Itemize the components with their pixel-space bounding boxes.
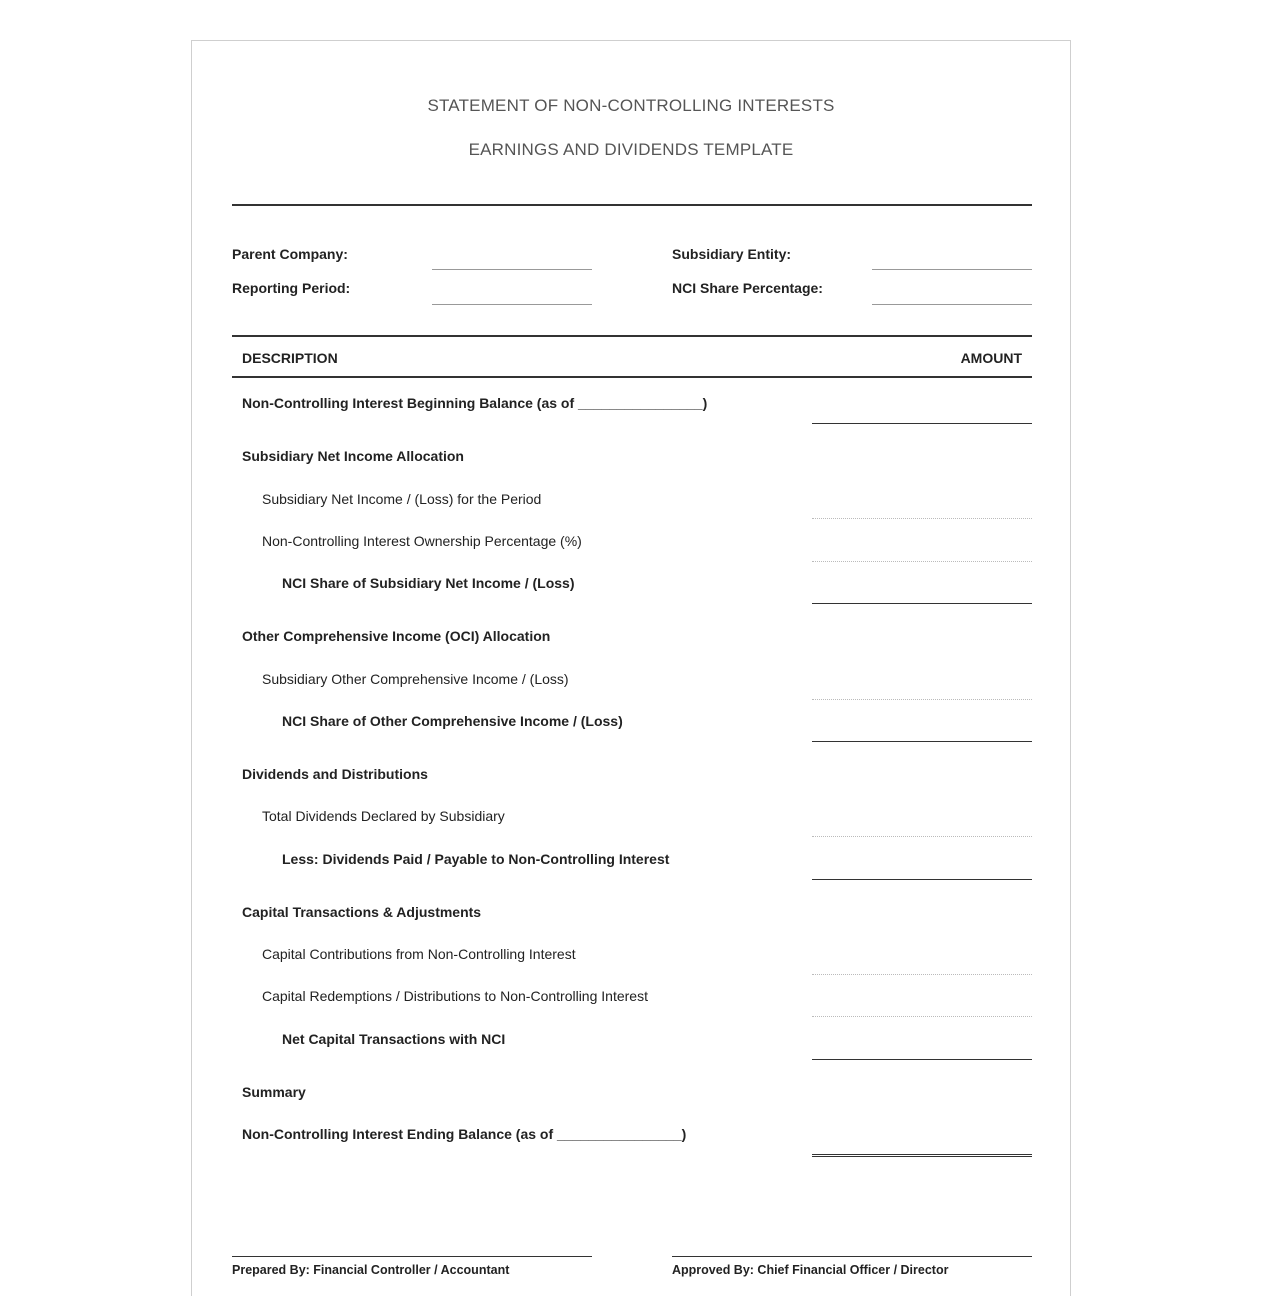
net-capital-transactions-amount[interactable] xyxy=(812,1042,1032,1060)
dividends-paid-nci-amount[interactable] xyxy=(812,862,1032,880)
nci-share-net-income-amount[interactable] xyxy=(812,586,1032,604)
subsidiary-net-income-amount[interactable] xyxy=(812,501,1032,519)
section-summary: Summary xyxy=(242,1084,306,1100)
subsidiary-entity-label: Subsidiary Entity: xyxy=(672,246,792,262)
capital-contributions-label: Capital Contributions from Non-Controlling Interest xyxy=(262,946,576,962)
subsidiary-oci-amount[interactable] xyxy=(812,682,1032,700)
capital-redemptions-amount[interactable] xyxy=(812,999,1032,1017)
statement-sheet xyxy=(191,40,1071,1296)
total-dividends-declared-label: Total Dividends Declared by Subsidiary xyxy=(262,808,505,824)
prepared-by-label: Prepared By: Financial Controller / Accountant xyxy=(232,1263,510,1277)
nci-beginning-balance-label: Non-Controlling Interest Beginning Balance (as of ________________) xyxy=(242,395,708,411)
amount-column-header: AMOUNT xyxy=(960,350,1022,366)
parent-company-label: Parent Company: xyxy=(232,246,348,262)
section-dividends-distributions: Dividends and Distributions xyxy=(242,766,428,782)
nci-share-oci-amount[interactable] xyxy=(812,724,1032,742)
subsidiary-net-income-label: Subsidiary Net Income / (Loss) for the Period xyxy=(262,491,542,507)
total-dividends-declared-amount[interactable] xyxy=(812,819,1032,837)
nci-ending-balance-label: Non-Controlling Interest Ending Balance (as of ________________) xyxy=(242,1126,687,1142)
table-header xyxy=(232,335,1032,378)
parent-company-field[interactable] xyxy=(432,253,592,270)
net-capital-transactions-label: Net Capital Transactions with NCI xyxy=(282,1031,506,1047)
nci-share-oci-label: NCI Share of Other Comprehensive Income / (Loss) xyxy=(282,713,623,729)
subsidiary-entity-field[interactable] xyxy=(872,253,1032,270)
nci-ownership-percentage-amount[interactable] xyxy=(812,544,1032,562)
header-divider xyxy=(232,204,1032,206)
nci-share-net-income-label: NCI Share of Subsidiary Net Income / (Loss) xyxy=(282,575,575,591)
dividends-paid-nci-label: Less: Dividends Paid / Payable to Non-Controlling Interest xyxy=(282,851,670,867)
reporting-period-label: Reporting Period: xyxy=(232,280,351,296)
nci-ownership-percentage-label: Non-Controlling Interest Ownership Percentage (%) xyxy=(262,533,582,549)
approved-by-signature-line[interactable] xyxy=(672,1256,1032,1257)
capital-contributions-amount[interactable] xyxy=(812,957,1032,975)
nci-ending-balance-amount[interactable] xyxy=(812,1137,1032,1157)
nci-share-percentage-label: NCI Share Percentage: xyxy=(672,280,823,296)
section-net-income-allocation: Subsidiary Net Income Allocation xyxy=(242,448,464,464)
nci-share-percentage-field[interactable] xyxy=(872,287,1032,305)
capital-redemptions-label: Capital Redemptions / Distributions to Non-Controlling Interest xyxy=(262,988,648,1004)
description-column-header: DESCRIPTION xyxy=(242,350,338,366)
approved-by-label: Approved By: Chief Financial Officer / Director xyxy=(672,1263,949,1277)
reporting-period-field[interactable] xyxy=(432,287,592,305)
document-title: STATEMENT OF NON-CONTROLLING INTERESTS xyxy=(427,96,835,115)
document-subtitle: EARNINGS AND DIVIDENDS TEMPLATE xyxy=(468,140,794,159)
nci-beginning-balance-amount[interactable] xyxy=(812,407,1032,424)
section-oci-allocation: Other Comprehensive Income (OCI) Allocation xyxy=(242,628,551,644)
prepared-by-signature-line[interactable] xyxy=(232,1256,592,1257)
section-capital-transactions: Capital Transactions & Adjustments xyxy=(242,904,482,920)
subsidiary-oci-label: Subsidiary Other Comprehensive Income / (Loss) xyxy=(262,671,569,687)
